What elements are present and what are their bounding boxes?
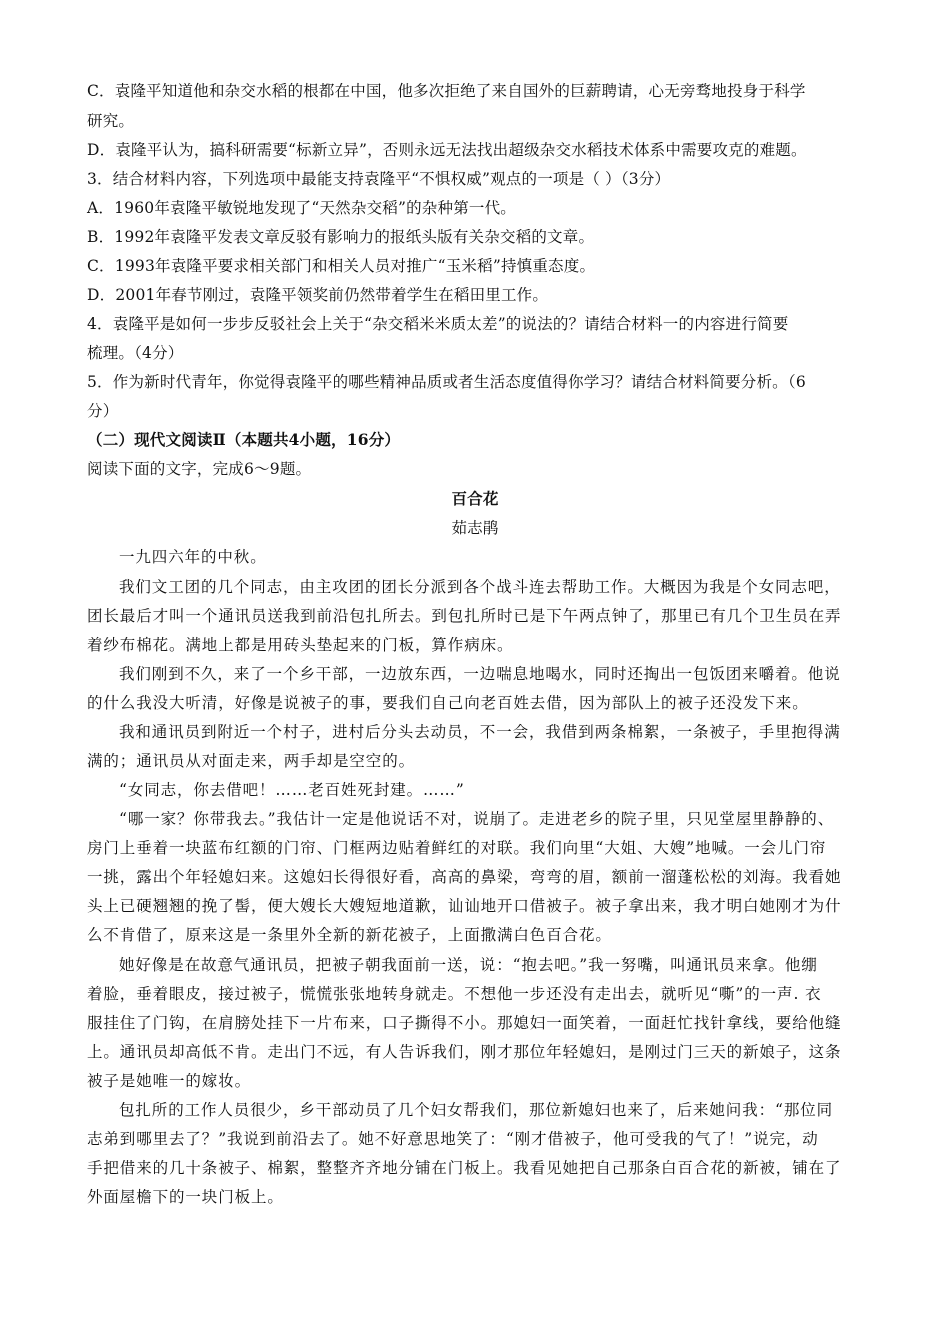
story-line: 一挑，露出个年轻媳妇来。这媳妇长得很好看，高高的鼻梁，弯弯的眉，额前一溜蓬松松的刘海。我看她 [87,868,842,886]
question-5-continued: 分） [87,402,119,420]
question-3-option-c: C．1993年袁隆平要求相关部门和相关人员对推广“玉米稻”持慎重态度。 [87,257,596,275]
story-line: 志弟到哪里去了？”我说到前沿去了。她不好意思地笑了：“刚才借被子，他可受我的气了！”说完，动 [87,1130,819,1148]
story-line: 她好像是在故意气通讯员，把被子朝我面前一送，说：“抱去吧。”我一努嘴，叫通讯员来拿。他绷 [119,956,818,974]
story-line: 手把借来的几十条被子、棉絮，整整齐齐地分铺在门板上。我看见她把自己那条白百合花的新被，铺在了 [87,1159,842,1177]
story-line: 着纱布棉花。满地上都是用砖头垫起来的门板，算作病床。 [87,636,514,654]
story-line: 一九四六年的中秋。 [119,548,267,566]
story-line: 满的；通讯员从对面走来，两手却是空空的。 [87,752,416,770]
story-line: “哪一家？你带我去。”我估计一定是他说话不对，说崩了。走进老乡的院子里，只见堂屋里静静的、 [119,810,835,828]
story-line: 头上已硬翘翘的挽了髻，便大嫂长大嫂短地道歉，讪讪地开口借被子。被子拿出来，我才明白她刚才为什 [87,897,842,915]
story-title: 百合花 [451,489,499,508]
story-line: 的什么我没大听清，好像是说被子的事，要我们自己向老百姓去借，因为部队上的被子还没发下来。 [87,694,809,712]
question-option-c: C．袁隆平知道他和杂交水稻的根都在中国，他多次拒绝了来自国外的巨薪聘请，心无旁骛地投身于科学 [87,82,806,100]
story-line: 着脸，垂着眼皮，接过被子，慌慌张张地转身就走。不想他一步还没有走出去，就听见“嘶”的一声. 衣 [87,985,822,1003]
story-line: 被子是她唯一的嫁妆。 [87,1072,252,1090]
question-4: 4．袁隆平是如何一步步反驳社会上关于“杂交稻米米质太差”的说法的？请结合材料一的内容进行简要 [87,315,789,333]
story-line: 外面屋檐下的一块门板上。 [87,1188,284,1206]
story-line: 房门上垂着一块蓝布红额的门帘、门框两边贴着鲜红的对联。我们向里“大姐、大嫂”地喊。一会儿门帘 [87,839,827,857]
story-line: 包扎所的工作人员很少，乡干部动员了几个妇女帮我们，那位新媳妇也来了，后来她问我：“那位同 [119,1101,834,1119]
story-line: 么不肯借了，原来这是一条里外全新的新花被子，上面撒满白色百合花。 [87,926,612,944]
story-line: 我和通讯员到附近一个村子，进村后分头去动员，不一会，我借到两条棉絮，一条被子，手里抱得满 [119,723,841,741]
story-line: 我们文工团的几个同志，由主攻团的团长分派到各个战斗连去帮助工作。大概因为我是个女同志吧， [119,578,841,596]
question-5: 5．作为新时代青年，你觉得袁隆平的哪些精神品质或者生活态度值得你学习？请结合材料简要分析。（6 [87,373,806,391]
question-3: 3．结合材料内容，下列选项中最能支持袁隆平“不惧权威”观点的一项是（ ）（3分） [87,170,671,188]
question-3-option-d: D．2001年春节刚过，袁隆平领奖前仍然带着学生在稻田里工作。 [87,286,549,304]
story-line: 服挂住了门钩，在肩膀处挂下一片布来，口子撕得不小。那媳妇一面笑着，一面赶忙找针拿线，要给他缝 [87,1014,842,1032]
question-3-option-b: B．1992年袁隆平发表文章反驳有影响力的报纸头版有关杂交稻的文章。 [87,228,595,246]
story-author: 茹志鹃 [451,519,499,537]
question-option-c-continued: 研究。 [87,112,135,130]
story-line: 团长最后才叫一个通讯员送我到前沿包扎所去。到包扎所时已是下午两点钟了，那里已有几个卫生员在弄 [87,607,842,625]
story-line: “女同志，你去借吧！……老百姓死封建。……” [119,781,465,799]
question-option-d: D．袁隆平认为，搞科研需要“标新立异”，否则永远无法找出超级杂交水稻技术体系中需要攻克的难题。 [87,141,807,159]
section-instruction: 阅读下面的文字，完成6～9题。 [87,460,312,478]
section-heading: （二）现代文阅读Ⅱ（本题共4小题，16分） [87,430,401,449]
question-4-continued: 梳理。（4分） [87,344,184,362]
question-3-option-a: A．1960年袁隆平敏锐地发现了“天然杂交稻”的杂种第一代。 [87,199,516,217]
story-line: 上。通讯员却高低不肯。走出门不远，有人告诉我们，刚才那位年轻媳妇，是刚过门三天的新娘子，这条 [87,1043,842,1061]
story-line: 我们刚到不久，来了一个乡干部，一边放东西，一边喘息地喝水，同时还掏出一包饭团来嚼着。他说 [119,665,841,683]
